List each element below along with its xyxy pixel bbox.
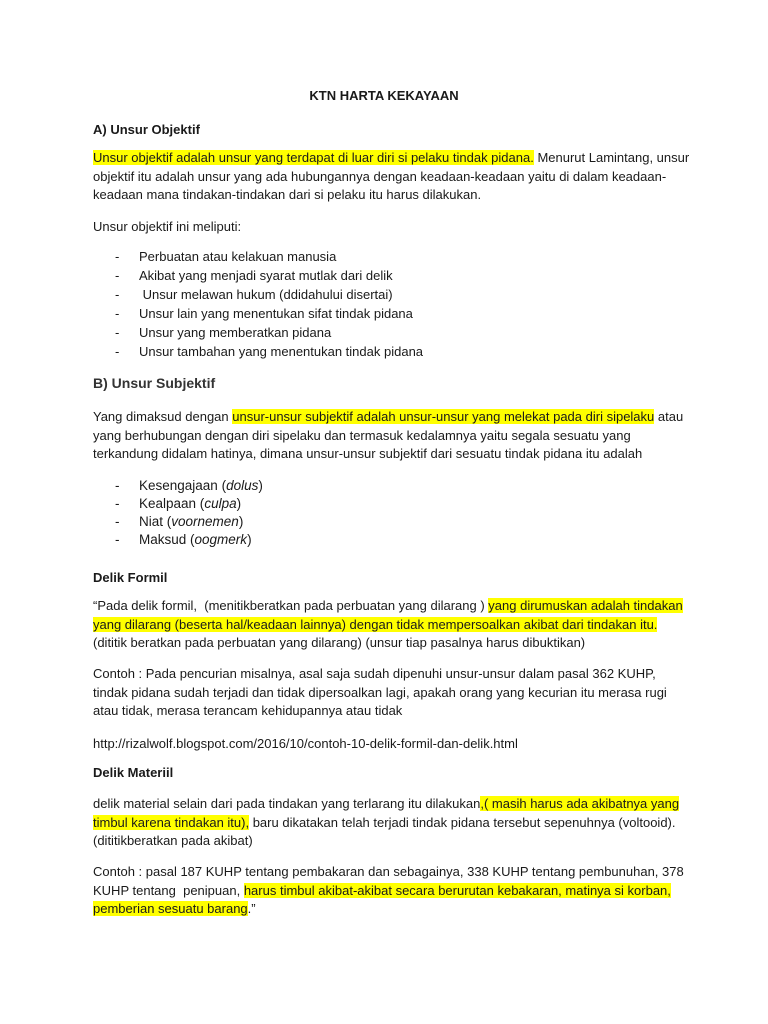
- list-item: [93, 477, 693, 495]
- section-b-paragraph: [93, 408, 693, 464]
- delik-formil-paragraph: [93, 597, 693, 653]
- item-term: oogmerk: [194, 532, 248, 547]
- delik-materiil-heading: Delik Materiil: [93, 765, 174, 780]
- paragraph-text: (dititik beratkan pada perbuatan yang dilarang) (unsur tiap pasalnya harus dibuktikan): [93, 635, 586, 650]
- list-item: - Unsur melawan hukum (ddidahului disertai): [93, 285, 693, 304]
- paragraph-text: Menurut Lamintang, unsur objektif itu adalah unsur yang ada hubungannya dengan keadaan-keadaan yaitu di dalam keadaan-keadaan mana tindakan-tindakan dari si pelaku itu harus dilakukan.: [93, 150, 690, 202]
- section-a-intro: Unsur objektif ini meliputi:: [93, 219, 242, 234]
- item-close: ): [238, 514, 244, 529]
- paragraph-text: .”: [247, 901, 256, 916]
- paragraph-text: atau yang berhubungan dengan diri sipelaku dan termasuk kedalamnya yaitu segala sesuatu yang terkandung didalam hatinya, dimana unsur-unsur subjektif dari sesuatu tindak pidana itu adalah: [93, 409, 684, 461]
- paragraph-text: “Pada delik formil, (menitikberatkan pada perbuatan yang dilarang ): [93, 598, 489, 613]
- section-b-list: [93, 477, 693, 549]
- item-text: Niat (: [139, 514, 172, 529]
- list-item: - Akibat yang menjadi syarat mutlak dari delik: [93, 266, 693, 285]
- item-text: Kesengajaan (: [139, 478, 227, 493]
- highlight: harus timbul akibat-akibat secara berurutan kebakaran, matinya si korban, pemberian sesuatu barang: [93, 882, 671, 916]
- item-term: dolus: [226, 478, 259, 493]
- highlight: yang dirumuskan adalah tindakan yang dilarang (beserta hal/keadaan lainnya) dengan tidak mempersoalkan akibat dari tindakan itu.: [93, 598, 683, 632]
- section-a-list: [93, 247, 693, 361]
- item-close: ): [247, 532, 252, 547]
- paragraph-text: Contoh : pasal 187 KUHP tentang pembakaran dan sebagainya, 338 KUHP tentang pembunuhan, 378 KUHP tentang penipuan,: [93, 864, 688, 898]
- paragraph-text: delik material selain dari pada tindakan yang terlarang itu dilakukan: [93, 796, 481, 811]
- paragraph-text: baru dikatakan telah terjadi tindak pidana tersebut sepenuhnya (voltooid). (dititikberatkan pada akibat): [93, 814, 676, 848]
- paragraph-text: Yang dimaksud dengan: [93, 409, 233, 424]
- list-item: [93, 531, 693, 549]
- item-term: culpa: [204, 496, 237, 511]
- list-item: [93, 495, 693, 513]
- item-text: Maksud (: [139, 532, 195, 547]
- section-b-heading: B) Unsur Subjektif: [93, 375, 216, 391]
- delik-formil-heading: Delik Formil: [93, 570, 168, 585]
- delik-materiil-example: [93, 863, 693, 919]
- source-url: http://rizalwolf.blogspot.com/2016/10/contoh-10-delik-formil-dan-delik.html: [93, 736, 518, 751]
- page-title: KTN HARTA KEKAYAAN: [309, 88, 459, 103]
- list-item: - Unsur tambahan yang menentukan tindak pidana: [93, 342, 693, 361]
- delik-materiil-paragraph: [93, 795, 693, 851]
- list-item: - Unsur lain yang menentukan sifat tindak pidana: [93, 304, 693, 323]
- highlight: Unsur objektif adalah unsur yang terdapat di luar diri si pelaku tindak pidana.: [93, 150, 534, 165]
- delik-formil-example: Contoh : Pada pencurian misalnya, asal saja sudah dipenuhi unsur-unsur dalam pasal 362 KUHP, tindak pidana sudah terjadi dan tidak dipersoalkan lagi, apakah orang yang kecurian itu merasa rugi atau tidak, merasa terancam kehidupannya atau tidak: [93, 666, 667, 718]
- item-close: ): [236, 496, 242, 511]
- item-term: voornemen: [171, 514, 239, 529]
- list-item: - Perbuatan atau kelakuan manusia: [93, 247, 693, 266]
- highlight: unsur-unsur subjektif adalah unsur-unsur yang melekat pada diri sipelaku: [232, 409, 655, 424]
- section-a-heading: A) Unsur Objektif: [93, 122, 200, 137]
- item-close: ): [258, 478, 263, 493]
- list-item: - Unsur yang memberatkan pidana: [93, 323, 693, 342]
- item-text: Kealpaan (: [139, 496, 205, 511]
- list-item: [93, 513, 693, 531]
- section-a-paragraph: [93, 149, 693, 205]
- highlight: ,( masih harus ada akibatnya yang timbul karena tindakan itu),: [93, 796, 680, 830]
